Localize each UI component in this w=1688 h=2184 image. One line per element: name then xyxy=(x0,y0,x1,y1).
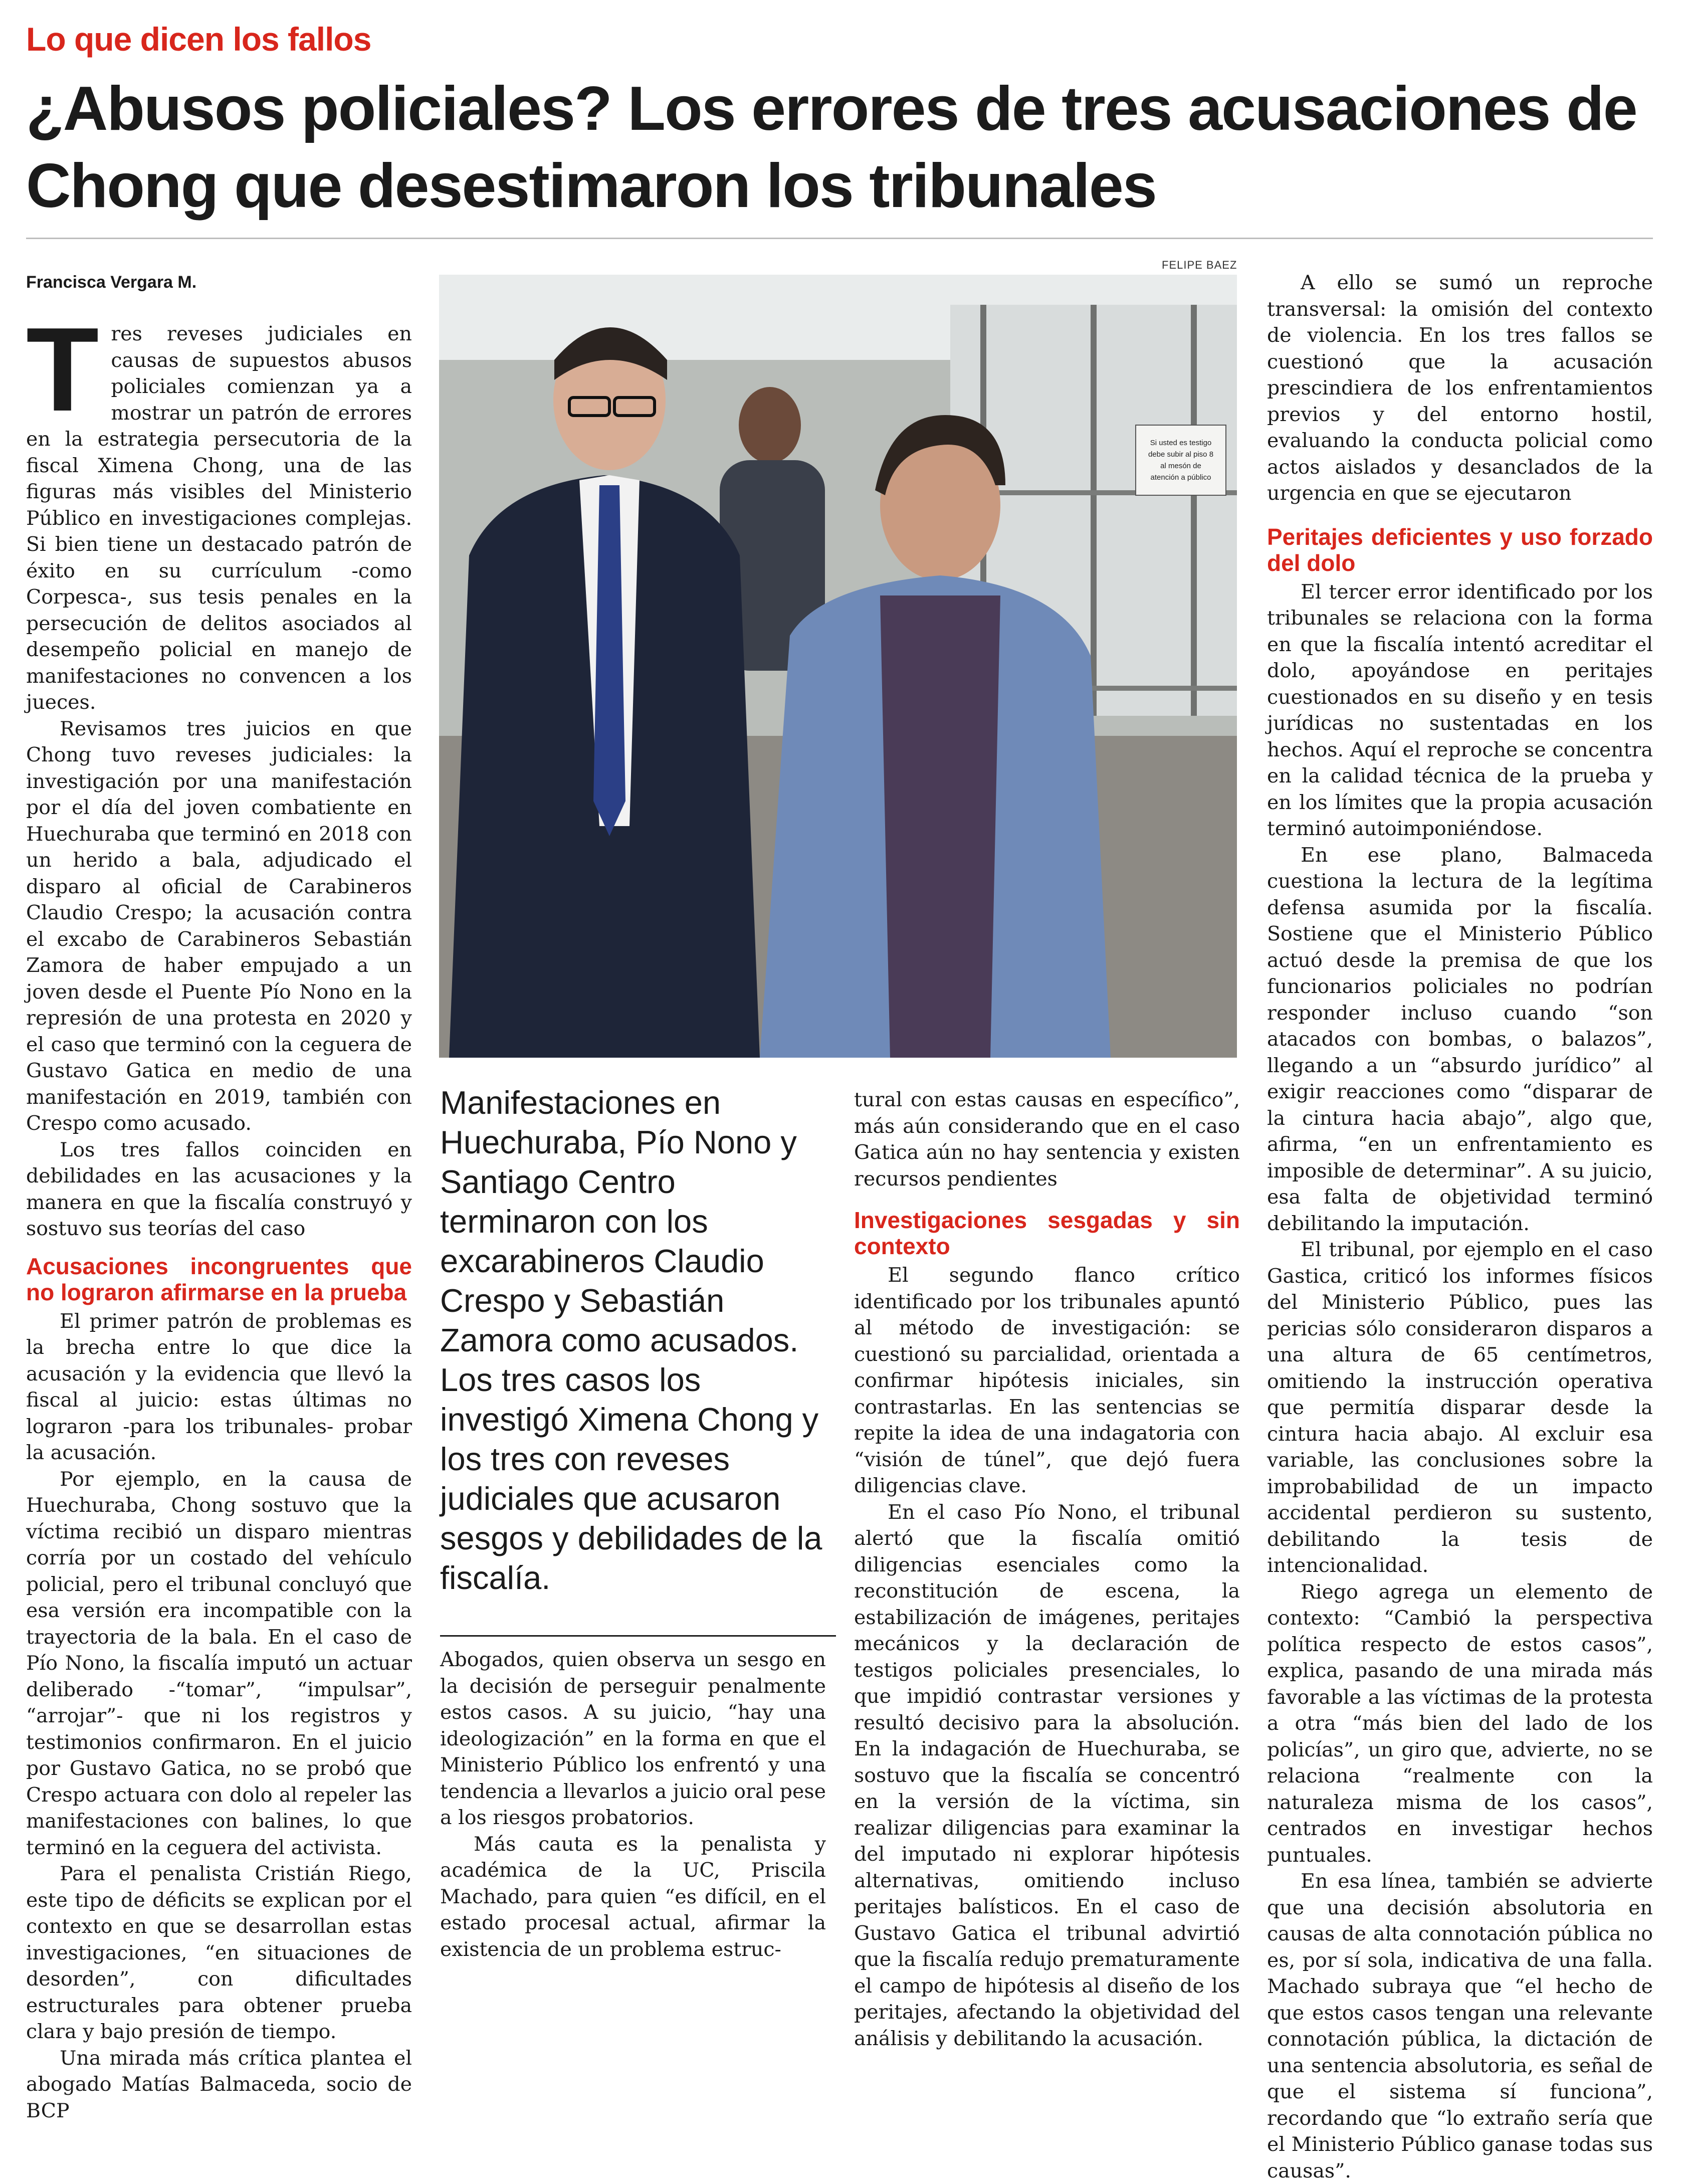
paragraph: Los tres fallos coinciden en debilidades en las acusaciones y la manera en que la fiscalía construyó y sostuvo sus teorías del caso xyxy=(26,1138,412,1240)
paragraph: Riego agrega un elemento de contexto: “Cambió la perspectiva política respecto de estos casos”, explica, pasando de una mirada más favorable a las víctimas de la protesta a otra “más bien del lado de los policías”, un giro que, advierte, no se relaciona “realmente con la naturaleza misma de los casos”, centrados en investigar hechos puntuales. xyxy=(1267,1580,1653,1867)
paragraph: El primer patrón de problemas es la brecha entre lo que dice la acusación y la evidencia que llevó la fiscal al juicio: estas últimas no lograron -para los tribunales- probar la acusación. xyxy=(26,1309,412,1464)
paragraph: Para el penalista Cristián Riego, este tipo de déficits se explican por el contexto en que se desarrollan estas investigaciones, “en situaciones de desorden”, con dificultades estructurales para obtener prueba clara y bajo presión de tiempo. xyxy=(26,1862,412,2043)
paragraph: Más cauta es la penalista y académica de la UC, Priscila Machado, para quien “es difícil, en el estado procesal actual, afirmar la existencia de un problema estruc- xyxy=(440,1832,826,1961)
paragraph: En esa línea, también se advierte que una decisión absolutoria en causas de alta connotación pública no es, por sí sola, indicativa de una falla. Machado subraya que “el hecho de que estos casos tengan una relevante connotación pública, la dictación de una sentencia absolutoria, es señal de que el sistema sí funciona”, recordando que “lo extraño sería que el Ministerio Público ganase todas sus causas”. xyxy=(1267,1870,1653,2182)
column-4 xyxy=(1267,270,1653,2184)
kicker: Lo que dicen los fallos xyxy=(26,21,371,58)
sign-line: debe subir al piso 8 xyxy=(1148,450,1214,459)
divider xyxy=(26,238,1653,239)
subheading: Peritajes deficientes y uso forzado del dolo xyxy=(1267,523,1653,576)
paragraph: A ello se sumó un reproche transversal: la omisión del contexto de violencia. En los tres fallos se cuestionó que la acusación prescindiera de los enfrentamientos previos y del entorno hostil, evaluando la conducta policial como actos aislados y desanclados de la urgencia en que se ejecutaron xyxy=(1267,271,1653,505)
paragraph: Por ejemplo, en la causa de Huechuraba, Chong sostuvo que la víctima recibió un disparo mientras corría por un costado del vehículo policial, pero el tribunal concluyó que esa versión era incompatible con la trayectoria de la bala. En el caso de Pío Nono, la fiscalía imputó un actuar deliberado -“tomar”, “impulsar”, “arrojar”- que ni los registros y testimonios confirmaron. En el juicio por Gustavo Gatica, no se probó que Crespo actuara con dolo al repeler las manifestaciones con balines, lo que terminó en la ceguera del activista. xyxy=(26,1467,412,1859)
pull-quote: Manifestaciones en Huechuraba, Pío Nono y Santiago Centro terminaron con los excarabineros Claudio Crespo y Sebastián Zamora como acusados. Los tres casos los investigó Ximena Chong y los tres con reveses judiciales que acusaron sesgos y debilidades de la fiscalía. xyxy=(440,1084,822,1596)
paragraph: El segundo flanco crítico identificado por los tribunales apuntó al método de investigación: se cuestionó su parcialidad, orientada a confirmar hipótesis iniciales, sin contrastarlas. En las sentencias se repite la idea de una indagatoria con “visión de túnel”, que dejó fuera diligencias clave. xyxy=(854,1264,1240,1497)
dropcap: T xyxy=(26,303,99,436)
column-1 xyxy=(26,303,412,2124)
sign-line: Si usted es testigo xyxy=(1150,439,1212,447)
byline: Francisca Vergara M. xyxy=(26,273,197,292)
paragraph: tural con estas causas en específico”, más aún considerando que en el caso Gatica aún no hay sentencia y existen recursos pendientes xyxy=(854,1088,1240,1190)
paragraph: Tres reveses judiciales en causas de supuestos abusos policiales comienzan ya a mostrar un patrón de errores en la estrategia persecutoria de la fiscal Ximena Chong, una de las figuras más visibles del Ministerio Público en investigaciones complejas. Si bien tiene un destacado patrón de éxito en su currículum -como Corpesca-, sus tesis penales en la persecución de delitos asociados al desempeño policial en manejo de manifestaciones no convencen a los jueces. xyxy=(26,303,412,714)
paragraph: En ese plano, Balmaceda cuestiona la lectura de la legítima defensa asumida por la fiscalía. Sostiene que el Ministerio Público actuó desde la premisa de que los funcionarios policiales no podrían responder incluso cuando “son atacados con bombas, o balazos”, llegando a un “absurdo jurídico” al exigir reacciones como “disparar de la cintura hacia abajo”, algo que, afirma, “en un enfrentamiento es imposible de determinar”. A su juicio, esa falta de objetividad terminó debilitando la imputación. xyxy=(1267,843,1653,1235)
paragraph: El tribunal, por ejemplo en el caso Gastica, criticó los informes físicos del Ministerio Público, pues las pericias sólo consideraron disparos a una altura de 65 centímetros, omitiendo la instrucción operativa que permitía disparar desde la cintura hacia abajo. Al excluir esa variable, las conclusiones sobre la improbabilidad de un impacto accidental perdieron su sustento, debilitando la tesis de intencionalidad. xyxy=(1267,1238,1653,1577)
sign-line: al mesón de xyxy=(1160,462,1201,470)
subheading: Investigaciones sesgadas y sin contexto xyxy=(854,1207,1240,1259)
subheading: Acusaciones incongruentes que no lograron afirmarse en la prueba xyxy=(26,1253,412,1305)
paragraph: En el caso Pío Nono, el tribunal alertó que la fiscalía omitió diligencias esenciales como la reconstitución de escena, la estabilización de imágenes, peritajes mecánicos y la declaración de testigos policiales presenciales, lo que impidió contrastar versiones y resultó decisivo para la absolución. En la indagación de Huechuraba, se sostuvo que la fiscalía se concentró en la versión de la víctima, sin realizar diligencias para examinar la del imputado ni explorar hipótesis alternativas, omitiendo incluso peritajes balísticos. En el caso de Gustavo Gatica el tribunal advirtió que la fiscalía redujo prematuramente el campo de hipótesis al diseño de los peritajes, afectando la objetividad del análisis y debilitando la acusación. xyxy=(854,1500,1240,2050)
paragraph: El tercer error identificado por los tribunales se relaciona con la forma en que la fiscalía intentó acreditar el dolo, apoyándose en peritajes cuestionados en su diseño y en tesis jurídicas no sustentadas en los hechos. Aquí el reproche se concentra en la calidad técnica de la prueba y en los límites que la propia acusación terminó autoimponiéndose. xyxy=(1267,580,1653,840)
headline: ¿Abusos policiales? Los errores de tres acusaciones de Chong que desestimaron los tribunales xyxy=(26,74,1637,221)
column-2 xyxy=(440,1647,826,1962)
paragraph: Abogados, quien observa un sesgo en la decisión de perseguir penalmente estos casos. A su juicio, “hay una ideologización” en la forma en que el Ministerio Público los enfrentó y una tendencia a llevarlos a juicio oral pese a los riesgos probatorios. xyxy=(440,1648,826,1829)
paragraph: Una mirada más crítica plantea el abogado Matías Balmaceda, socio de BCP xyxy=(26,2046,412,2122)
column-3 xyxy=(854,1087,1240,2052)
article-photo xyxy=(439,275,1237,1058)
photo-credit: FELIPE BAEZ xyxy=(1162,259,1237,271)
pull-quote-rule xyxy=(440,1635,836,1637)
paragraph: Revisamos tres juicios en que Chong tuvo reveses judiciales: la investigación por una manifestación por el día del joven combatiente en Huechuraba que terminó en 2018 con un herido a bala, adjudicado el disparo al oficial de Carabineros Claudio Crespo; la acusación contra el excabo de Carabineros Sebastián Zamora de haber empujado a un joven desde el Puente Pío Nono en la represión de una protesta en 2020 y el caso que terminó con la ceguera de Gustavo Gatica en medio de una manifestación en 2019, también con Crespo como acusado. xyxy=(26,717,412,1135)
sign-line: atención a público xyxy=(1150,473,1211,482)
